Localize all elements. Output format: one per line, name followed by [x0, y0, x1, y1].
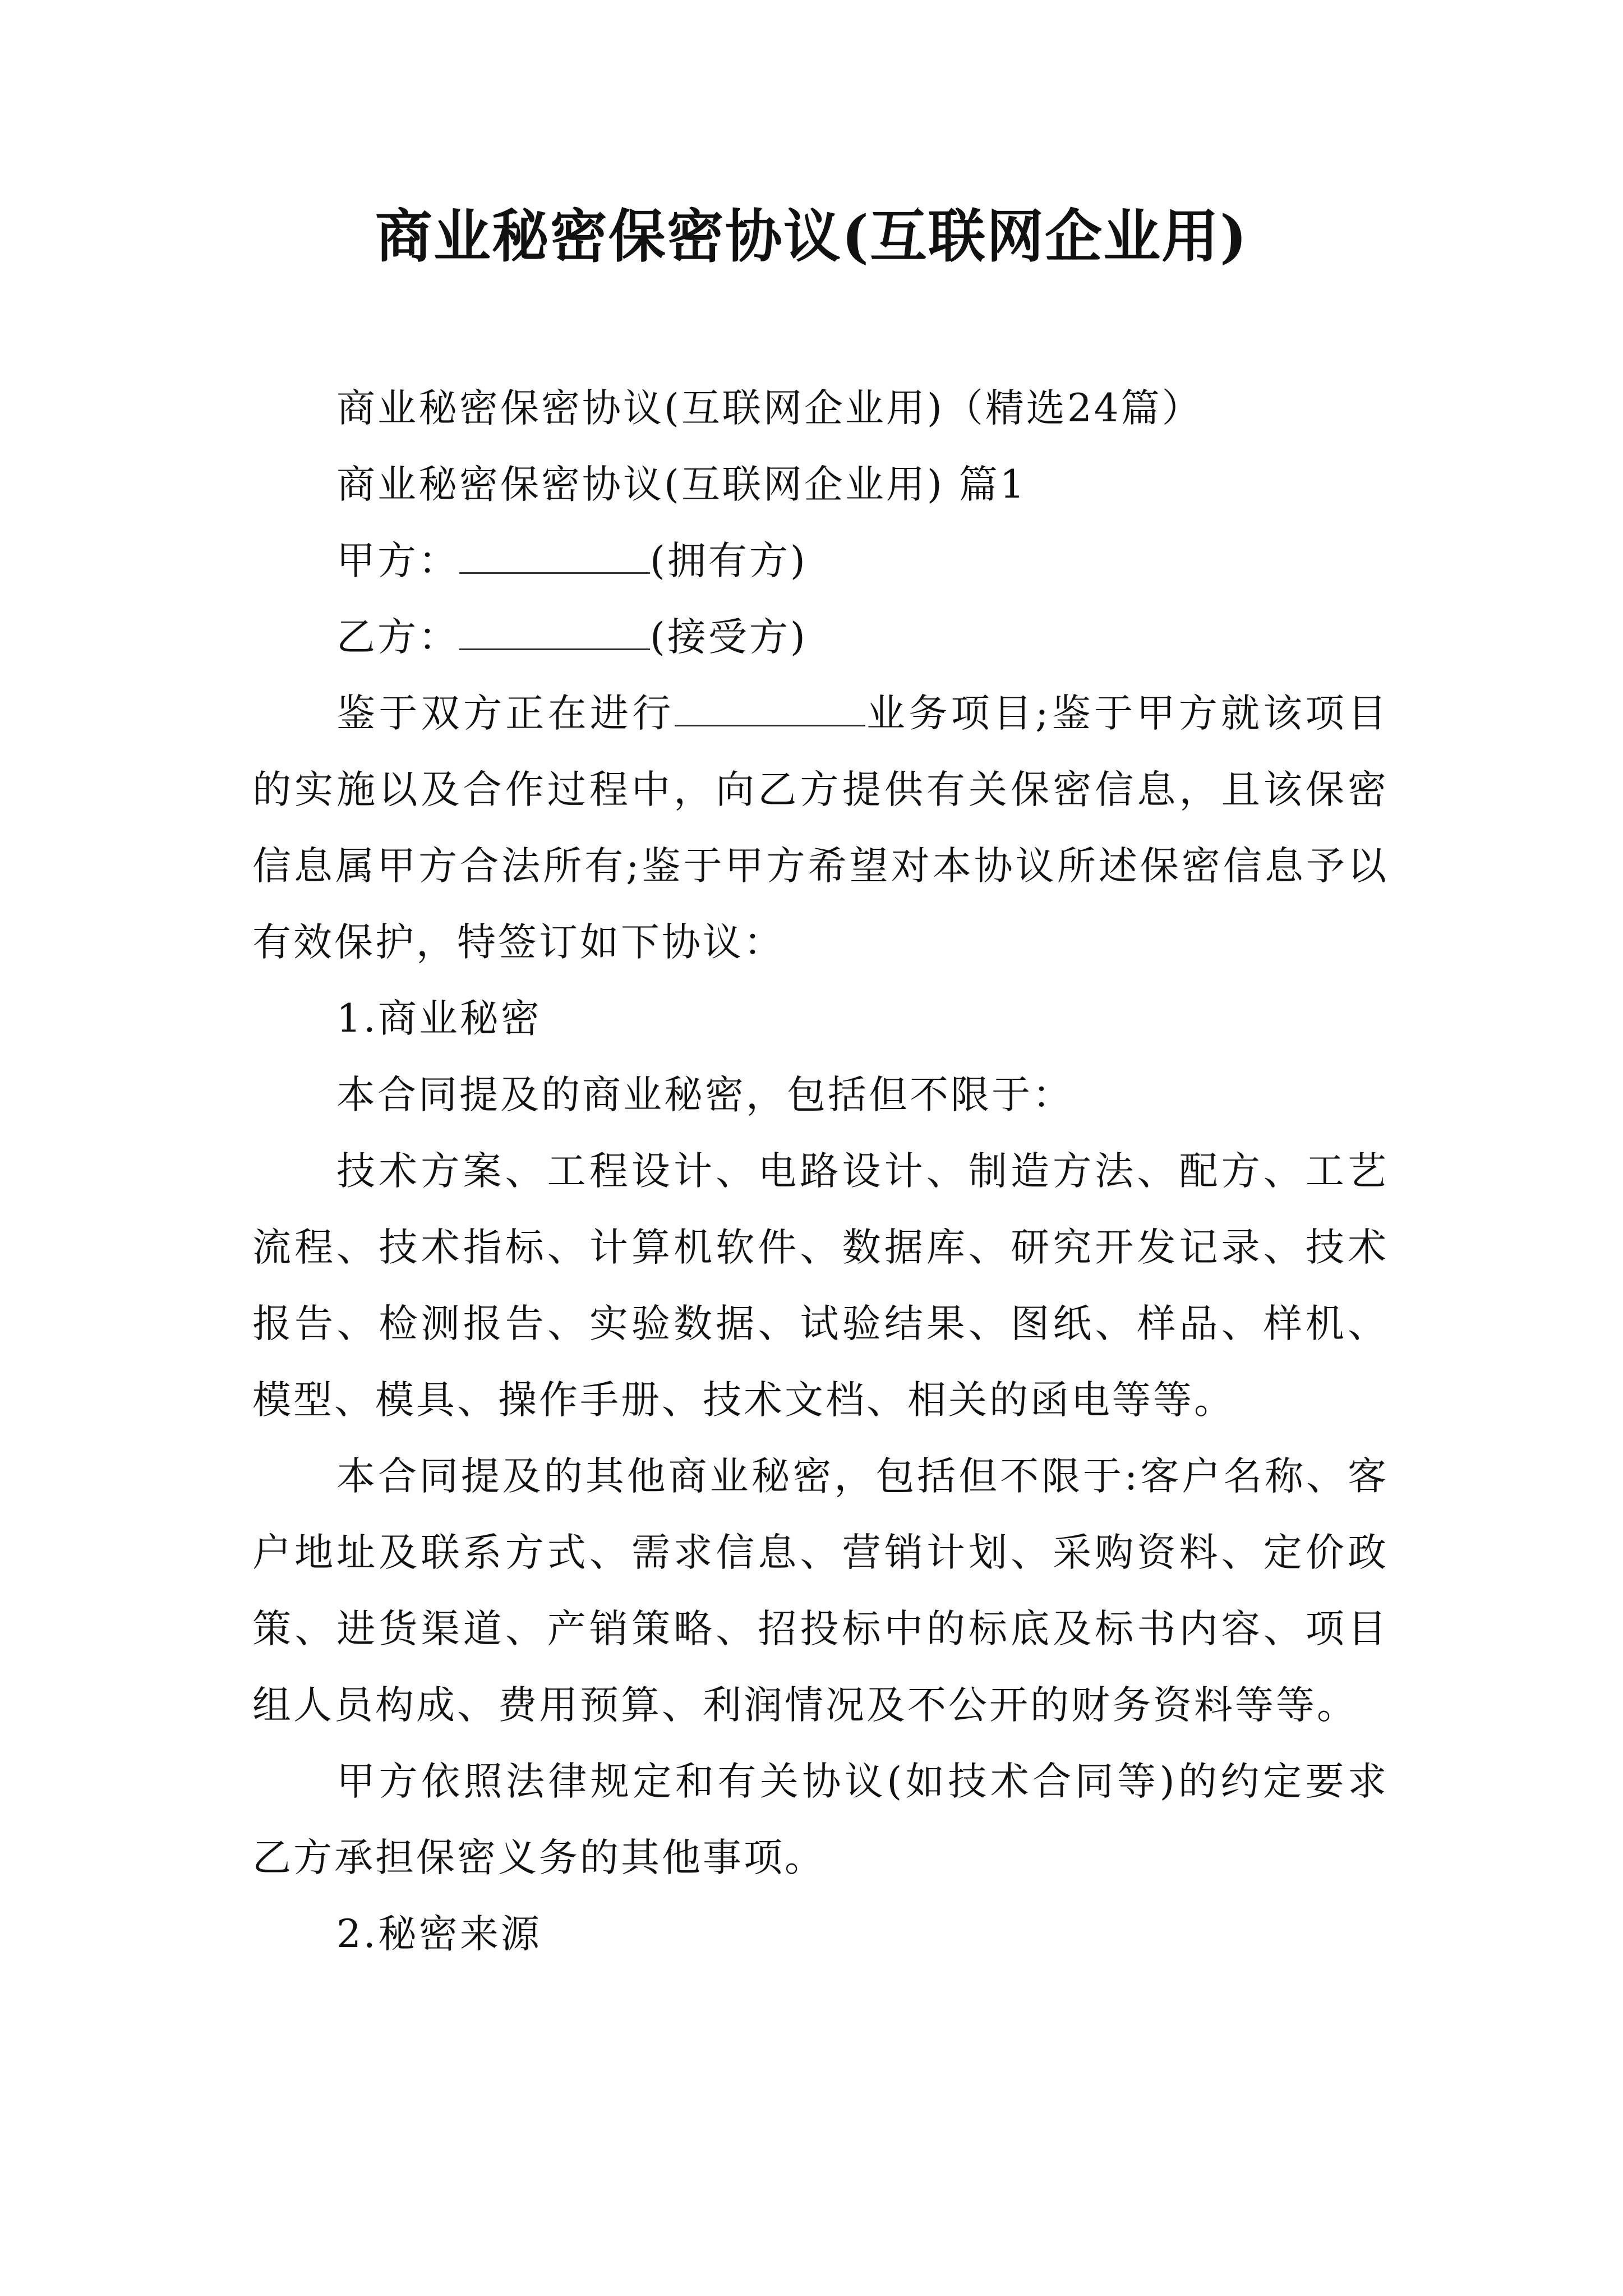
document-body	[252, 370, 1389, 1972]
section1-legal-paragraph: 甲方依照法律规定和有关协议(如技术合同等)的约定要求乙方承担保密义务的其他事项。	[252, 1759, 1389, 1880]
party-b-line	[252, 599, 1389, 675]
party-b-blank	[459, 615, 650, 650]
section1-other-paragraph: 本合同提及的其他商业秘密，包括但不限于:客户名称、客户地址及联系方式、需求信息、营销计划、采购资料、定价政策、进货渠道、产销策略、招投标中的标底及标书内容、项目组人员构成、费用预算、利润情况及不公开的财务资料等等。	[252, 1454, 1389, 1728]
party-a-label: 甲方：	[336, 539, 459, 583]
party-a-line	[252, 523, 1389, 599]
project-blank	[675, 691, 865, 726]
part-subtitle: 商业秘密保密协议(互联网企业用) 篇1	[336, 462, 1027, 507]
section1-heading: 1.商业秘密	[336, 996, 542, 1041]
party-b-role: (接受方)	[650, 615, 808, 660]
section2-heading: 2.秘密来源	[336, 1912, 542, 1957]
party-a-blank	[459, 539, 650, 574]
party-b-label: 乙方：	[336, 615, 459, 660]
section1-tech-paragraph: 技术方案、工程设计、电路设计、制造方法、配方、工艺流程、技术指标、计算机软件、数据库、研究开发记录、技术报告、检测报告、实验数据、试验结果、图纸、样品、样机、模型、模具、操作手册、技术文档、相关的函电等等。	[252, 1149, 1389, 1423]
party-a-role: (拥有方)	[650, 539, 808, 583]
document-title: 商业秘密保密协议(互联网企业用)	[375, 203, 1248, 270]
section1-intro: 本合同提及的商业秘密，包括但不限于：	[336, 1073, 1073, 1117]
collection-subtitle: 商业秘密保密协议(互联网企业用)（精选24篇）	[336, 386, 1203, 431]
whereas-before: 鉴于双方正在进行	[336, 691, 675, 736]
whereas-after: 业务项目;鉴于甲方就该项目的实施以及合作过程中，向乙方提供有关保密信息，且该保密信息属甲方合法所有;鉴于甲方希望对本协议所述保密信息予以有效保护，特签订如下协议：	[252, 691, 1389, 965]
whereas-paragraph	[252, 675, 1389, 981]
